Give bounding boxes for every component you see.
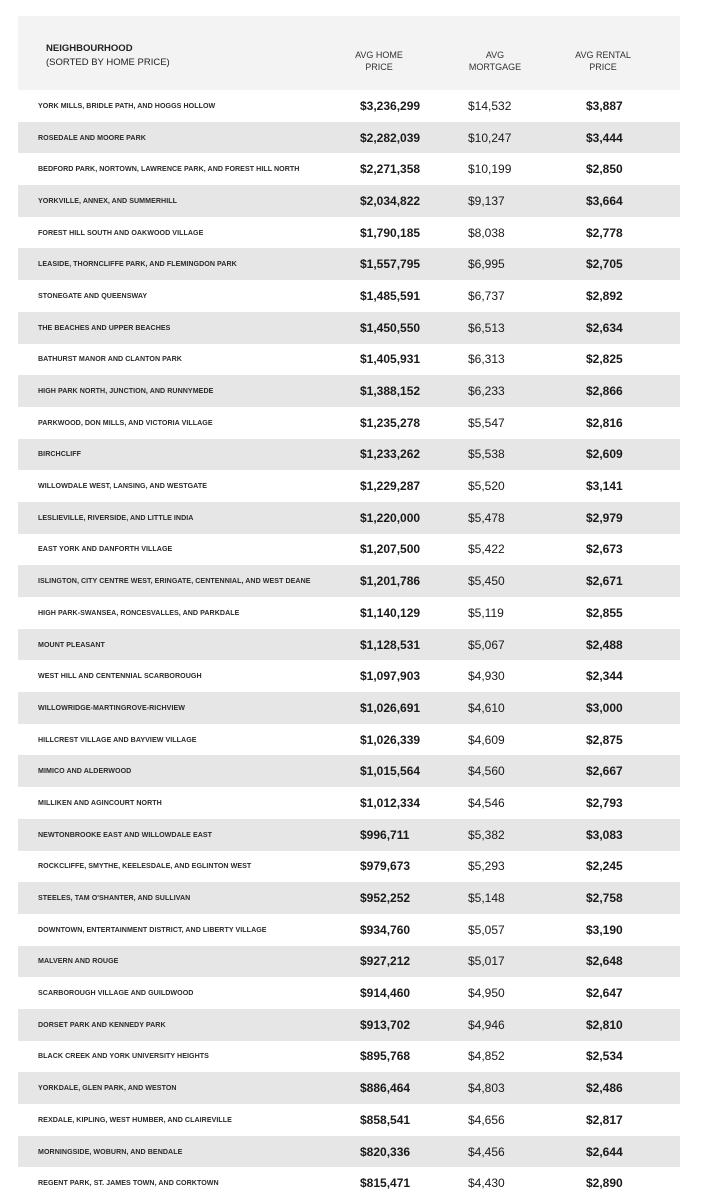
avg-rental-price: $2,488: [586, 637, 623, 652]
header-avg-mortgage: [450, 49, 540, 73]
avg-rental-price: $2,758: [586, 891, 623, 906]
avg-rental-price: $2,875: [586, 732, 623, 747]
avg-home-price: $1,012,334: [360, 795, 421, 810]
avg-mortgage: $9,137: [468, 193, 505, 208]
avg-mortgage: $6,313: [468, 352, 505, 367]
avg-mortgage: $5,017: [468, 954, 505, 969]
avg-mortgage: $4,803: [468, 1081, 505, 1096]
avg-rental-price: $2,534: [586, 1049, 623, 1064]
table-row: [18, 407, 680, 439]
table-row: [18, 692, 680, 724]
avg-home-price: $952,252: [360, 891, 411, 906]
table-row: [18, 977, 680, 1009]
avg-home-price: $979,673: [360, 859, 411, 874]
neighbourhood-name: STONEGATE AND QUEENSWAY: [38, 291, 148, 300]
avg-mortgage: $4,456: [468, 1144, 505, 1159]
table-body: [18, 90, 680, 1199]
avg-home-price: $927,212: [360, 954, 411, 969]
avg-mortgage: $4,430: [468, 1176, 505, 1191]
avg-home-price: $2,271,358: [360, 162, 421, 177]
table-row: [18, 153, 680, 185]
avg-home-price: $914,460: [360, 986, 411, 1001]
avg-rental-price: $2,644: [586, 1144, 623, 1159]
neighbourhood-name: FOREST HILL SOUTH AND OAKWOOD VILLAGE: [38, 228, 204, 237]
table-row: [18, 90, 680, 122]
table-row: [18, 660, 680, 692]
avg-mortgage: $8,038: [468, 225, 505, 240]
avg-home-price: $1,485,591: [360, 288, 421, 303]
neighbourhood-name: MALVERN AND ROUGE: [38, 957, 119, 966]
avg-rental-price: $2,890: [586, 1176, 623, 1191]
avg-home-price: $895,768: [360, 1049, 411, 1064]
header-neighbourhood: [46, 42, 170, 70]
neighbourhood-name: EAST YORK AND DANFORTH VILLAGE: [38, 545, 173, 554]
avg-rental-price: $2,810: [586, 1017, 623, 1032]
neighbourhood-name: MOUNT PLEASANT: [38, 640, 105, 649]
table-row: [18, 1009, 680, 1041]
avg-home-price: $1,015,564: [360, 764, 421, 779]
table-row: [18, 565, 680, 597]
header-avg-mortgage-line1: AVG: [485, 50, 505, 60]
table-row: [18, 1104, 680, 1136]
header-avg-home-price-line1: AVG HOME: [355, 50, 403, 60]
avg-mortgage: $4,656: [468, 1112, 505, 1127]
avg-mortgage: $6,233: [468, 384, 505, 399]
table-row: [18, 502, 680, 534]
avg-mortgage: $5,119: [468, 605, 504, 620]
avg-rental-price: $2,850: [586, 162, 623, 177]
avg-home-price: $996,711: [360, 827, 410, 842]
avg-rental-price: $2,648: [586, 954, 623, 969]
avg-mortgage: $5,148: [468, 891, 505, 906]
header-avg-home-price-line2: PRICE: [365, 62, 393, 72]
avg-home-price: $1,450,550: [360, 320, 421, 335]
avg-mortgage: $6,513: [468, 320, 505, 335]
avg-mortgage: $5,067: [468, 637, 505, 652]
table-row: [18, 312, 680, 344]
avg-rental-price: $2,816: [586, 415, 623, 430]
avg-rental-price: $2,825: [586, 352, 623, 367]
neighbourhood-name: LEASIDE, THORNCLIFFE PARK, AND FLEMINGDON PARK: [38, 260, 237, 269]
table-row: [18, 280, 680, 312]
avg-home-price: $1,140,129: [360, 605, 421, 620]
table-row: [18, 470, 680, 502]
avg-rental-price: $2,634: [586, 320, 623, 335]
avg-rental-price: $2,344: [586, 669, 623, 684]
avg-home-price: $1,026,339: [360, 732, 421, 747]
avg-home-price: $815,471: [360, 1176, 411, 1191]
avg-rental-price: $3,000: [586, 700, 623, 715]
avg-home-price: $1,388,152: [360, 384, 421, 399]
neighbourhood-name: BEDFORD PARK, NORTOWN, LAWRENCE PARK, AND FOREST HILL NORTH: [38, 165, 300, 174]
avg-mortgage: $4,930: [468, 669, 505, 684]
neighbourhood-name: NEWTONBROOKE EAST AND WILLOWDALE EAST: [38, 830, 213, 839]
avg-mortgage: $5,382: [468, 827, 505, 842]
neighbourhood-name: MILLIKEN AND AGINCOURT NORTH: [38, 798, 162, 807]
avg-rental-price: $3,083: [586, 827, 623, 842]
avg-home-price: $934,760: [360, 922, 411, 937]
avg-home-price: $1,026,691: [360, 700, 421, 715]
avg-mortgage: $4,852: [468, 1049, 505, 1064]
table-row: [18, 1072, 680, 1104]
avg-mortgage: $14,532: [468, 98, 512, 113]
avg-rental-price: $2,647: [586, 986, 623, 1001]
avg-rental-price: $2,892: [586, 288, 623, 303]
neighbourhood-name: HILLCREST VILLAGE AND BAYVIEW VILLAGE: [38, 735, 197, 744]
table-row: [18, 946, 680, 978]
neighbourhood-name: HIGH PARK NORTH, JUNCTION, AND RUNNYMEDE: [38, 387, 214, 396]
neighbourhood-name: YORKDALE, GLEN PARK, AND WESTON: [38, 1084, 177, 1093]
avg-rental-price: $3,444: [586, 130, 623, 145]
neighbourhood-name: BIRCHCLIFF: [38, 450, 82, 459]
neighbourhood-name: SCARBOROUGH VILLAGE AND GUILDWOOD: [38, 989, 194, 998]
neighbourhood-name: DOWNTOWN, ENTERTAINMENT DISTRICT, AND LIBERTY VILLAGE: [38, 925, 267, 934]
table-row: [18, 375, 680, 407]
avg-rental-price: $3,190: [586, 922, 623, 937]
avg-rental-price: $2,793: [586, 795, 623, 810]
avg-mortgage: $10,247: [468, 130, 512, 145]
avg-home-price: $1,790,185: [360, 225, 421, 240]
avg-home-price: $1,220,000: [360, 510, 421, 525]
avg-home-price: $1,201,786: [360, 574, 421, 589]
header-avg-home-price: [334, 49, 424, 73]
table-row: [18, 1041, 680, 1073]
avg-home-price: $1,235,278: [360, 415, 421, 430]
table-row: [18, 819, 680, 851]
avg-home-price: $1,207,500: [360, 542, 421, 557]
avg-mortgage: $4,610: [468, 700, 505, 715]
table-row: [18, 882, 680, 914]
avg-rental-price: $2,609: [586, 447, 623, 462]
avg-home-price: $886,464: [360, 1081, 411, 1096]
neighbourhood-name: HIGH PARK-SWANSEA, RONCESVALLES, AND PARKDALE: [38, 608, 240, 617]
avg-rental-price: $2,705: [586, 257, 623, 272]
neighbourhood-name: REXDALE, KIPLING, WEST HUMBER, AND CLAIREVILLE: [38, 1115, 232, 1124]
avg-mortgage: $10,199: [468, 162, 512, 177]
avg-mortgage: $5,293: [468, 859, 505, 874]
avg-mortgage: $5,450: [468, 574, 505, 589]
avg-rental-price: $2,667: [586, 764, 623, 779]
avg-rental-price: $2,817: [586, 1112, 623, 1127]
avg-home-price: $1,128,531: [360, 637, 421, 652]
avg-home-price: $913,702: [360, 1017, 411, 1032]
neighbourhood-name: MORNINGSIDE, WOBURN, AND BENDALE: [38, 1147, 183, 1156]
avg-mortgage: $4,609: [468, 732, 505, 747]
table-row: [18, 629, 680, 661]
header-neighbourhood-subtitle: (SORTED BY HOME PRICE): [46, 57, 170, 68]
avg-rental-price: $2,855: [586, 605, 623, 620]
neighbourhood-name: YORK MILLS, BRIDLE PATH, AND HOGGS HOLLOW: [38, 101, 216, 110]
table-row: [18, 787, 680, 819]
neighbourhood-name: YORKVILLE, ANNEX, AND SUMMERHILL: [38, 196, 178, 205]
avg-home-price: $2,034,822: [360, 193, 421, 208]
avg-mortgage: $5,422: [468, 542, 505, 557]
neighbourhood-name: WILLOWDALE WEST, LANSING, AND WESTGATE: [38, 482, 207, 491]
table-row: [18, 534, 680, 566]
avg-rental-price: $2,245: [586, 859, 623, 874]
table-row: [18, 122, 680, 154]
neighbourhood-name: STEELES, TAM O'SHANTER, AND SULLIVAN: [38, 894, 191, 903]
table-row: [18, 914, 680, 946]
table-row: [18, 344, 680, 376]
avg-rental-price: $3,664: [586, 193, 623, 208]
avg-home-price: $2,282,039: [360, 130, 421, 145]
avg-mortgage: $5,478: [468, 510, 505, 525]
header-avg-rental-price: [558, 49, 648, 73]
neighbourhood-name: PARKWOOD, DON MILLS, AND VICTORIA VILLAGE: [38, 418, 213, 427]
neighbourhood-name: REGENT PARK, ST. JAMES TOWN, AND CORKTOWN: [38, 1179, 219, 1188]
neighbourhood-name: LESLIEVILLE, RIVERSIDE, AND LITTLE INDIA: [38, 513, 194, 522]
neighbourhood-name: MIMICO AND ALDERWOOD: [38, 767, 132, 776]
avg-home-price: $1,097,903: [360, 669, 421, 684]
avg-rental-price: $2,979: [586, 510, 623, 525]
avg-rental-price: $2,671: [586, 574, 623, 589]
neighbourhood-name: ROSEDALE AND MOORE PARK: [38, 133, 146, 142]
avg-rental-price: $2,486: [586, 1081, 623, 1096]
neighbourhood-name: WEST HILL AND CENTENNIAL SCARBOROUGH: [38, 672, 202, 681]
table-header: [18, 16, 680, 90]
avg-mortgage: $5,520: [468, 479, 505, 494]
neighbourhood-name: THE BEACHES AND UPPER BEACHES: [38, 323, 171, 332]
avg-home-price: $858,541: [360, 1112, 411, 1127]
avg-mortgage: $5,547: [468, 415, 505, 430]
avg-home-price: $3,236,299: [360, 98, 421, 113]
table-row: [18, 1167, 680, 1199]
table-row: [18, 755, 680, 787]
avg-rental-price: $2,673: [586, 542, 623, 557]
table-row: [18, 597, 680, 629]
avg-rental-price: $2,866: [586, 384, 623, 399]
table-row: [18, 851, 680, 883]
avg-home-price: $1,405,931: [360, 352, 421, 367]
header-avg-rental-price-line2: PRICE: [589, 62, 617, 72]
table-row: [18, 185, 680, 217]
neighbourhood-name: ROCKCLIFFE, SMYTHE, KEELESDALE, AND EGLINTON WEST: [38, 862, 252, 871]
avg-rental-price: $3,141: [586, 479, 623, 494]
avg-rental-price: $3,887: [586, 98, 623, 113]
table-row: [18, 724, 680, 756]
avg-home-price: $820,336: [360, 1144, 411, 1159]
avg-mortgage: $4,546: [468, 795, 505, 810]
neighbourhood-name: WILLOWRIDGE-MARTINGROVE-RICHVIEW: [38, 703, 186, 712]
avg-mortgage: $5,057: [468, 922, 505, 937]
neighbourhood-name: DORSET PARK AND KENNEDY PARK: [38, 1020, 166, 1029]
avg-mortgage: $6,995: [468, 257, 505, 272]
avg-rental-price: $2,778: [586, 225, 623, 240]
avg-mortgage: $4,946: [468, 1017, 505, 1032]
header-neighbourhood-title: NEIGHBOURHOOD: [46, 43, 133, 54]
avg-home-price: $1,557,795: [360, 257, 421, 272]
table-row: [18, 248, 680, 280]
avg-home-price: $1,233,262: [360, 447, 421, 462]
neighbourhood-name: BLACK CREEK AND YORK UNIVERSITY HEIGHTS: [38, 1052, 209, 1061]
header-avg-mortgage-line2: MORTGAGE: [468, 62, 522, 72]
neighbourhood-price-table: [18, 16, 680, 1199]
avg-mortgage: $4,950: [468, 986, 505, 1001]
table-row: [18, 439, 680, 471]
table-row: [18, 217, 680, 249]
avg-home-price: $1,229,287: [360, 479, 421, 494]
table-row: [18, 1136, 680, 1168]
neighbourhood-name: BATHURST MANOR AND CLANTON PARK: [38, 355, 182, 364]
header-avg-rental-price-line1: AVG RENTAL: [575, 50, 631, 60]
avg-mortgage: $6,737: [468, 288, 505, 303]
neighbourhood-name: ISLINGTON, CITY CENTRE WEST, ERINGATE, CENTENNIAL, AND WEST DEANE: [38, 577, 311, 586]
avg-mortgage: $5,538: [468, 447, 505, 462]
avg-mortgage: $4,560: [468, 764, 505, 779]
